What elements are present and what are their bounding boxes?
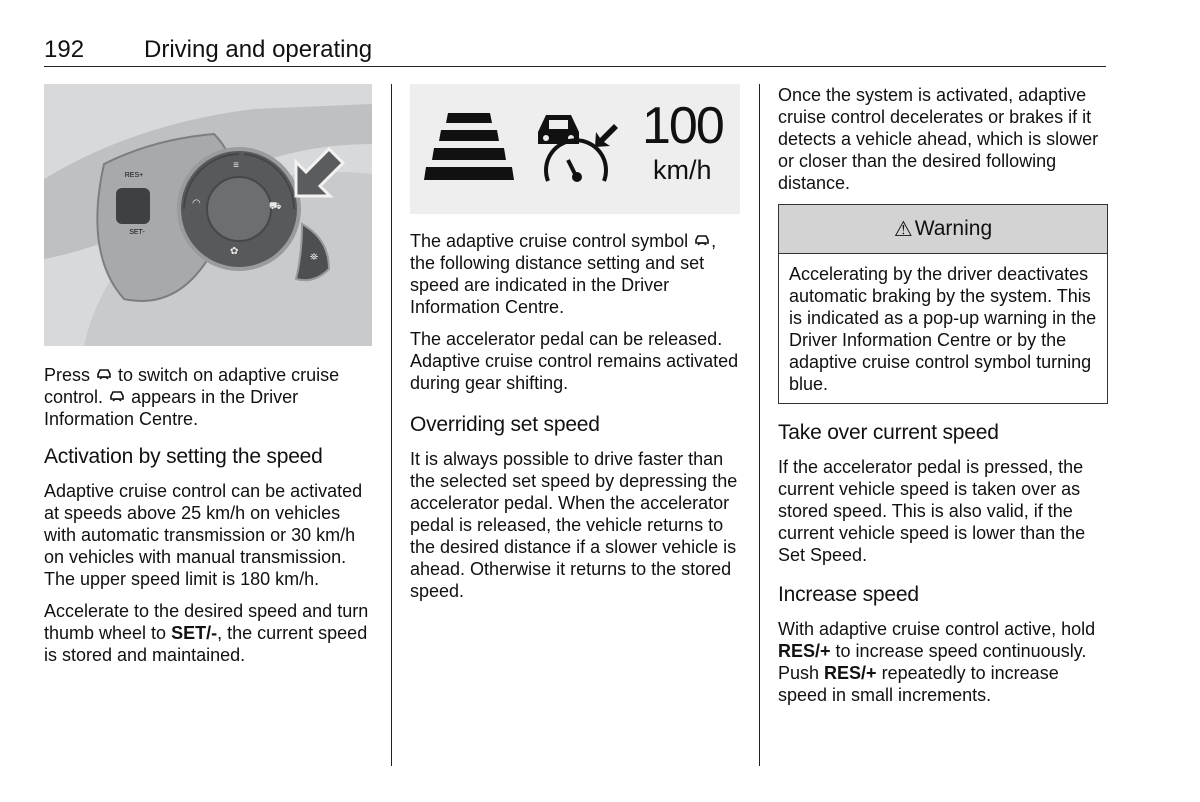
- page-number: 192: [44, 36, 85, 63]
- res-plus-control: RES/+: [778, 641, 831, 661]
- warning-title: Warning: [914, 217, 993, 240]
- set-speed-unit: km/h: [653, 155, 712, 185]
- column-divider-right: [759, 84, 760, 766]
- section-heading-take-over: Take over current speed: [778, 421, 999, 444]
- section-heading-activation: Activation by setting the speed: [44, 445, 323, 468]
- column-middle: [410, 84, 742, 612]
- activated-paragraph: Once the system is activated, adaptive cruise control decelerates or brakes if it detects a vehicle ahead, which is slower or closer than the desired following distance.: [778, 85, 1099, 193]
- svg-text:⛟: ⛟: [269, 201, 282, 212]
- activation-paragraph: Adaptive cruise control can be activated at speeds above 25 km/h on vehicles with automatic transmission or 30 km/h on vehicles with manual transmission. The upper speed limit is 180 km/h.: [44, 481, 363, 589]
- res-plus-label: RES+: [124, 172, 144, 179]
- driver-information-centre-display: [410, 84, 740, 214]
- res-plus-control: RES/+: [824, 663, 877, 683]
- intro-paragraph: Press to switch on adaptive cruise control. appears in the Driver Information Centre.: [44, 365, 340, 429]
- steering-wheel-controls-illustration: [44, 84, 372, 346]
- adaptive-cruise-icon: [693, 233, 711, 249]
- svg-text:✿: ✿: [230, 246, 239, 257]
- overriding-paragraph: It is always possible to drive faster than the selected set speed by depressing the accelerator pedal. When the accelerator pedal is released, the vehicle returns to the desired distance if a slower vehicle is ahead. Otherwise it returns to the stored speed.: [410, 449, 738, 601]
- column-right: [778, 84, 1108, 716]
- adaptive-cruise-icon: [108, 389, 126, 405]
- svg-text:◠: ◠: [192, 198, 201, 209]
- adaptive-cruise-icon: [95, 367, 113, 383]
- warning-box: [778, 204, 1108, 404]
- chapter-title: Driving and operating: [144, 36, 373, 63]
- svg-text:≡: ≡: [233, 160, 239, 171]
- warning-header: [779, 205, 1107, 254]
- warning-text: Accelerating by the driver deactivates automatic braking by the system. This is indicated as a pop-up warning in the Driver Information Centre or by the adaptive cruise control symbol turning blue.: [789, 264, 1097, 394]
- pedal-release-paragraph: The accelerator pedal can be released. Adaptive cruise control remains activated during gear shifting.: [410, 329, 739, 393]
- following-distance-icon: [538, 115, 618, 182]
- svg-text:⛯: ⛯: [310, 252, 318, 263]
- column-left: [44, 84, 376, 676]
- set-speed-value: 100: [642, 97, 723, 155]
- section-heading-increase-speed: Increase speed: [778, 583, 919, 606]
- set-minus-label: SET-: [129, 229, 145, 236]
- steering-wheel-icon: [44, 84, 372, 346]
- set-minus-control: SET/-: [171, 623, 218, 643]
- accelerate-paragraph: Accelerate to the desired speed and turn thumb wheel to SET/-, the current speed is stored and maintained.: [44, 601, 369, 665]
- take-over-paragraph: If the accelerator pedal is pressed, the current vehicle speed is taken over as stored speed. This is also valid, if the current vehicle speed is lower than the Set Speed.: [778, 457, 1086, 565]
- section-heading-overriding: Overriding set speed: [410, 413, 600, 436]
- page-header: [44, 34, 1106, 67]
- warning-triangle-icon: ⚠: [893, 217, 913, 241]
- column-divider-left: [391, 84, 392, 766]
- increase-speed-paragraph: With adaptive cruise control active, hold RES/+ to increase speed continuously. Push RES/+ repeatedly to increase speed in small increments.: [778, 619, 1096, 705]
- symbol-paragraph: The adaptive cruise control symbol , the following distance setting and set speed are indicated in the Driver Information Centre.: [410, 231, 717, 317]
